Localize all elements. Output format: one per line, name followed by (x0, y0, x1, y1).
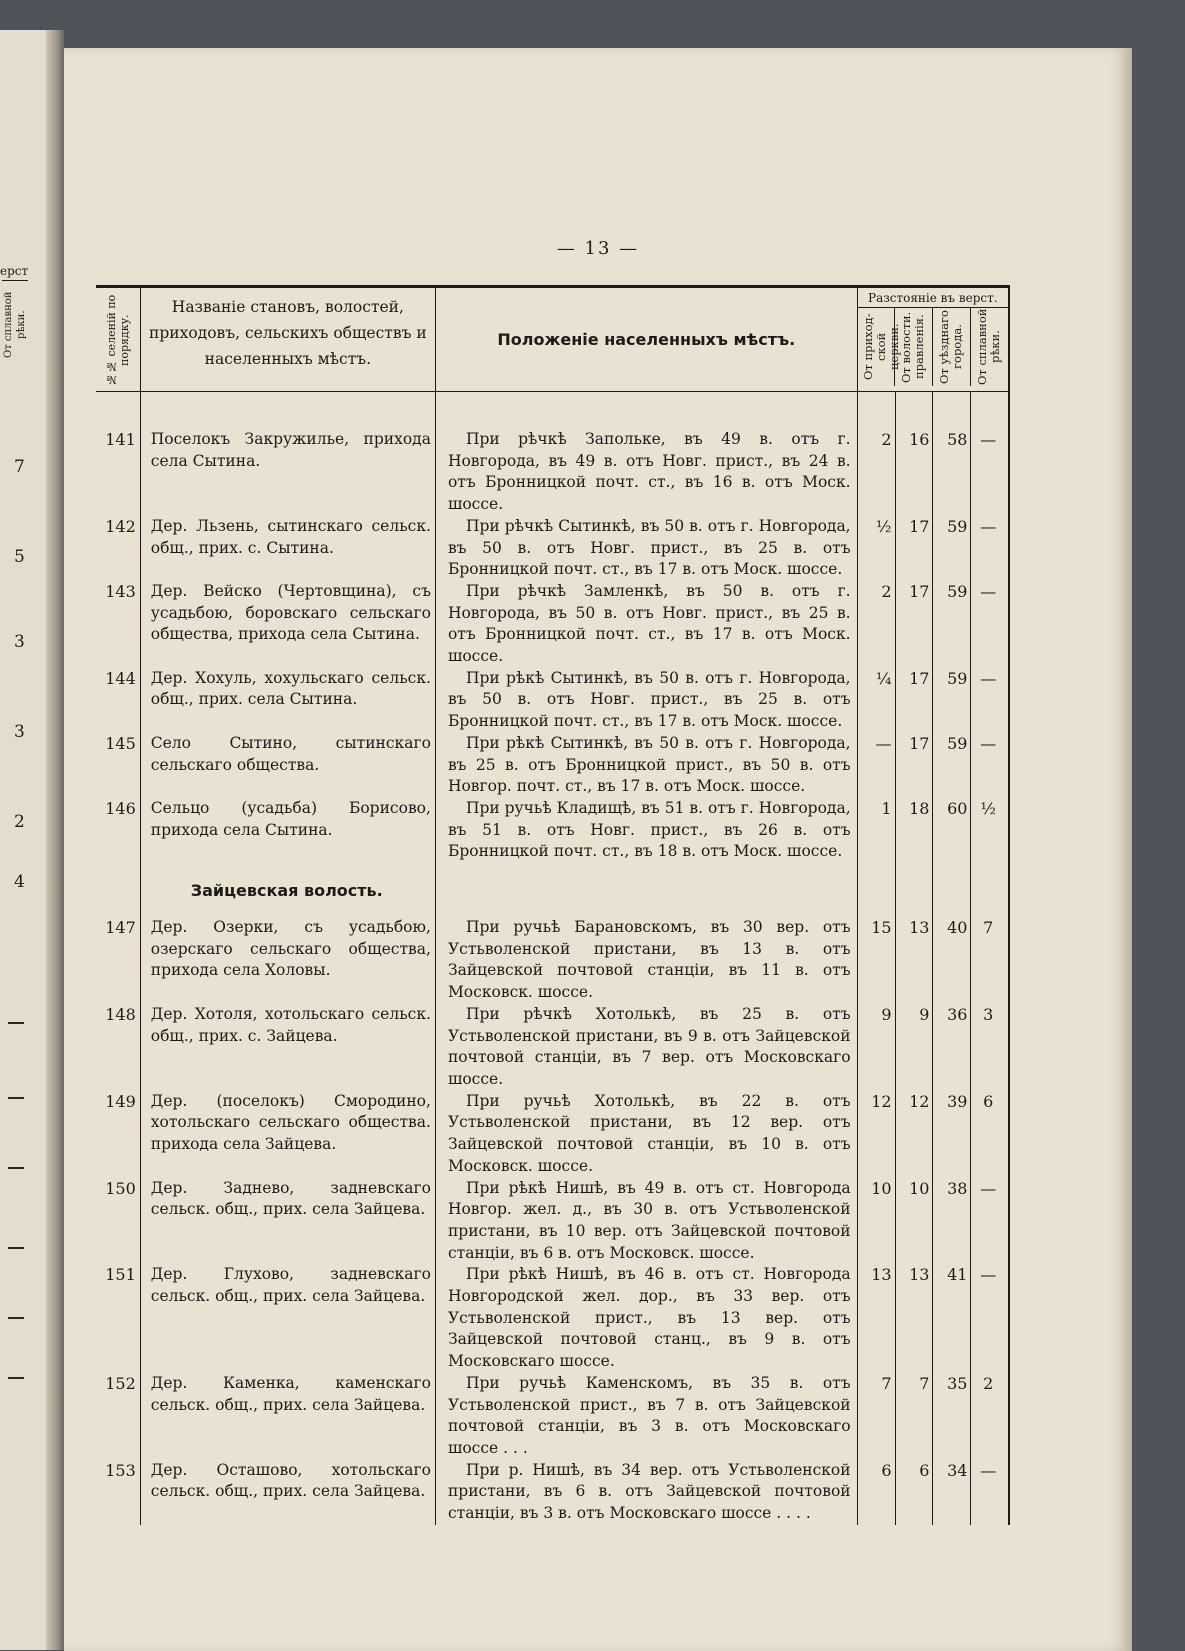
distance-church: ½ (857, 516, 895, 581)
previous-page-header: ерст (0, 264, 29, 278)
distance-church: 2 (857, 429, 895, 516)
settlement-number: 151 (96, 1264, 140, 1373)
table-row (96, 668, 1009, 733)
previous-page-dash (8, 1022, 24, 1024)
previous-page-number: 3 (14, 722, 25, 742)
table-row (96, 1460, 1009, 1525)
header-distance-town (933, 308, 971, 386)
settlement-number: 149 (96, 1091, 140, 1178)
settlement-position: При рѣчкѣ Сытинкѣ, въ 50 в. отъ г. Новгорода, въ 50 в. отъ Новг. прист., въ 25 в. отъ Бронницкой почт. ст., въ 17 в. отъ Моск. шоссе. (435, 516, 857, 581)
distance-church: 9 (857, 1004, 895, 1091)
distance-river: — (971, 581, 1009, 668)
distance-town: 60 (933, 798, 971, 863)
distance-volost: 13 (895, 1264, 933, 1373)
previous-page-number: 4 (14, 872, 25, 892)
settlement-number: 150 (96, 1178, 140, 1265)
previous-page-number: 2 (14, 812, 25, 832)
settlement-number: 145 (96, 733, 140, 798)
distance-church: 10 (857, 1178, 895, 1265)
settlement-name: Дер. (поселокъ) Смородино, хотольскаго сельскаго общества. прихода села Зайцева. (140, 1091, 435, 1178)
settlement-number: 146 (96, 798, 140, 863)
distance-volost: 17 (895, 733, 933, 798)
settlement-name: Дер. Хохуль, хохульскаго сельск. общ., прих. села Сытина. (140, 668, 435, 733)
distance-church: 15 (857, 917, 895, 1004)
distance-volost: 10 (895, 1178, 933, 1265)
page-number: — 13 — (556, 238, 640, 259)
distance-town: 40 (933, 917, 971, 1004)
header-col-number (96, 287, 140, 392)
settlement-position: При р. Нишѣ, въ 34 вер. отъ Устьволенской пристани, въ 6 в. отъ Зайцевской почтовой станціи, въ 3 в. отъ Московскаго шоссе . . . . (435, 1460, 857, 1525)
settlement-name: Сельцо (усадьба) Борисово, прихода села Сытина. (140, 798, 435, 863)
settlement-name: Дер. Вейско (Чертовщина), съ усадьбою, боровскаго сельскаго общества, прихода села Сытина. (140, 581, 435, 668)
settlement-position: При ручьѣ Каменскомъ, въ 35 в. отъ Устьволенской прист., въ 7 в. отъ Зайцевской почтовой станціи, въ 3 в. отъ Московскаго шоссе . . . (435, 1373, 857, 1460)
page (64, 48, 1132, 1651)
distance-volost: 12 (895, 1091, 933, 1178)
table-row (96, 429, 1009, 516)
settlement-name: Дер. Заднево, задневскаго сельск. общ., прих. села Зайцева. (140, 1178, 435, 1265)
distance-river: — (971, 429, 1009, 516)
distance-volost: 7 (895, 1373, 933, 1460)
settlement-position: При ручьѣ Барановскомъ, въ 30 вер. отъ Устьволенской пристани, въ 13 в. отъ Зайцевской почтовой станціи, въ 11 в. отъ Московск. шоссе. (435, 917, 857, 1004)
volost-title: Зайцевская волость. (140, 863, 435, 917)
distance-town: 38 (933, 1178, 971, 1265)
group-row (96, 863, 1009, 917)
settlement-number: 142 (96, 516, 140, 581)
distance-river: — (971, 668, 1009, 733)
census-table (96, 285, 1010, 1525)
table-row (96, 516, 1009, 581)
header-distance-title: Разстояніе въ верст. (858, 288, 1008, 308)
previous-page-dash (8, 1377, 24, 1379)
distance-volost: 17 (895, 668, 933, 733)
settlement-number: 143 (96, 581, 140, 668)
table-row (96, 1004, 1009, 1091)
settlement-number: 147 (96, 917, 140, 1004)
book-gutter (46, 30, 64, 1650)
header-distance-church-text: От приход-ской церкви. (861, 313, 902, 381)
distance-river: 7 (971, 917, 1009, 1004)
settlement-position: При рѣчкѣ Запольке, въ 49 в. отъ г. Новгорода, въ 49 в. отъ Новг. прист., въ 24 в. отъ Бронницкой почт. ст., въ 16 в. отъ Моск. шоссе. (435, 429, 857, 516)
distance-river: ½ (971, 798, 1009, 863)
header-col-name: Названіе становъ, волостей, приходовъ, сельскихъ обществъ и населенныхъ мѣстъ. (140, 287, 435, 392)
header-distance (857, 287, 1009, 392)
distance-town: 58 (933, 429, 971, 516)
distance-volost: 17 (895, 516, 933, 581)
header-distance-river (971, 308, 1008, 386)
header-distance-church (858, 308, 902, 386)
table-header (96, 287, 1009, 392)
distance-church: 7 (857, 1373, 895, 1460)
settlement-number: 152 (96, 1373, 140, 1460)
previous-page-dash (8, 1097, 24, 1099)
settlement-name: Дер. Глухово, задневскаго сельск. общ., прих. села Зайцева. (140, 1264, 435, 1373)
distance-town: 59 (933, 733, 971, 798)
distance-volost: 16 (895, 429, 933, 516)
table-row (96, 581, 1009, 668)
distance-town: 34 (933, 1460, 971, 1525)
distance-town: 39 (933, 1091, 971, 1178)
settlement-name: Дер. Льзень, сытинскаго сельск. общ., прих. с. Сытина. (140, 516, 435, 581)
table-row (96, 1178, 1009, 1265)
header-distance-columns (858, 308, 1008, 386)
settlement-position: При ручьѣ Хотолькѣ, въ 22 в. отъ Устьволенской пристани, въ 12 вер. отъ Зайцевской почтовой станціи, въ 10 в. отъ Московск. шоссе. (435, 1091, 857, 1178)
distance-town: 41 (933, 1264, 971, 1373)
previous-page-number: 7 (14, 457, 25, 477)
distance-town: 35 (933, 1373, 971, 1460)
distance-church: 2 (857, 581, 895, 668)
distance-river: — (971, 1460, 1009, 1525)
header-distance-town-text: От уѣзднаго города. (936, 310, 964, 384)
settlement-name: Дер. Хотоля, хотольскаго сельск. общ., прих. с. Зайцева. (140, 1004, 435, 1091)
distance-church: 1 (857, 798, 895, 863)
previous-page-edge (0, 30, 52, 1650)
distance-river: — (971, 516, 1009, 581)
settlement-name: Дер. Каменка, каменскаго сельск. общ., прих. села Зайцева. (140, 1373, 435, 1460)
distance-church: — (857, 733, 895, 798)
distance-volost: 13 (895, 917, 933, 1004)
header-distance-river-text: От сплавной рѣки. (974, 308, 1002, 386)
settlement-number: 153 (96, 1460, 140, 1525)
distance-river: — (971, 1264, 1009, 1373)
header-col-position: Положеніе населенныхъ мѣстъ. (435, 287, 857, 392)
previous-page-number: 5 (14, 547, 25, 567)
distance-church: 12 (857, 1091, 895, 1178)
settlement-name: Село Сытино, сытинскаго сельскаго общества. (140, 733, 435, 798)
distance-river: 2 (971, 1373, 1009, 1460)
distance-volost: 6 (895, 1460, 933, 1525)
table-row (96, 1373, 1009, 1460)
table-row (96, 917, 1009, 1004)
previous-page-dash (8, 1317, 24, 1319)
settlement-name: Дер. Осташово, хотольскаго сельск. общ., прих. села Зайцева. (140, 1460, 435, 1525)
settlement-name: Поселокъ Закружилье, прихода села Сытина. (140, 429, 435, 516)
settlement-position: При рѣкѣ Нишѣ, въ 49 в. отъ ст. Новгорода Новгор. жел. д., въ 30 в. отъ Устьволенской пристани, въ 10 вер. отъ Зайцевской почтовой станціи, въ 6 в. отъ Московск. шоссе. (435, 1178, 857, 1265)
settlement-position: При рѣкѣ Нишѣ, въ 46 в. отъ ст. Новгорода Новгородской жел. дор., въ 33 вер. отъ Устьволенской прист., въ 13 вер. отъ Зайцевской почтовой станц., въ 9 в. отъ Московскаго шоссе. (435, 1264, 857, 1373)
distance-church: 6 (857, 1460, 895, 1525)
table-row (96, 1091, 1009, 1178)
previous-page-number: 3 (14, 632, 25, 652)
distance-town: 59 (933, 668, 971, 733)
table-spacer (96, 392, 1009, 430)
distance-volost: 17 (895, 581, 933, 668)
distance-river: — (971, 1178, 1009, 1265)
distance-river: — (971, 733, 1009, 798)
previous-page-dash (8, 1247, 24, 1249)
previous-page-column-label-text: От сплавной рѣки. (3, 291, 27, 359)
header-distance-volost-text: От волости. правленія. (898, 311, 926, 383)
settlement-number: 141 (96, 429, 140, 516)
distance-church: 13 (857, 1264, 895, 1373)
distance-volost: 9 (895, 1004, 933, 1091)
previous-page-column-label (2, 280, 28, 365)
distance-river: 6 (971, 1091, 1009, 1178)
distance-town: 59 (933, 581, 971, 668)
settlement-position: При ручьѣ Кладищѣ, въ 51 в. отъ г. Новгорода, въ 51 в. отъ Новг. прист., въ 26 в. отъ Бронницкой почт. ст., въ 18 в. отъ Моск. шоссе. (435, 798, 857, 863)
table-row (96, 798, 1009, 863)
distance-town: 59 (933, 516, 971, 581)
distance-church: ¼ (857, 668, 895, 733)
previous-page-dash (8, 1167, 24, 1169)
settlement-name: Дер. Озерки, съ усадьбою, озерскаго сельскаго общества, прихода села Холовы. (140, 917, 435, 1004)
settlement-position: При рѣкѣ Сытинкѣ, въ 50 в. отъ г. Новгорода, въ 50 в. отъ Новг. прист., въ 25 в. отъ Бронницкой почт. ст., въ 17 в. отъ Моск. шоссе. (435, 668, 857, 733)
table-row (96, 1264, 1009, 1373)
header-distance-volost (895, 308, 933, 386)
settlement-number: 148 (96, 1004, 140, 1091)
settlement-position: При рѣчкѣ Хотолькѣ, въ 25 в. отъ Устьволенской пристани, въ 9 в. отъ Зайцевской почтовой станціи, въ 7 вер. отъ Московскаго шоссе. (435, 1004, 857, 1091)
settlement-number: 144 (96, 668, 140, 733)
table-row (96, 733, 1009, 798)
settlement-position: При рѣкѣ Сытинкѣ, въ 50 в. отъ г. Новгорода, въ 25 в. отъ Бронницкой прист., въ 50 в. отъ Новгор. почт. ст., въ 17 в. отъ Моск. шоссе. (435, 733, 857, 798)
distance-river: 3 (971, 1004, 1009, 1091)
page-edge (1122, 48, 1132, 1651)
distance-volost: 18 (895, 798, 933, 863)
header-col-number-text: №№ селеній по порядку. (104, 294, 131, 386)
distance-town: 36 (933, 1004, 971, 1091)
settlement-position: При рѣчкѣ Замленкѣ, въ 50 в. отъ г. Новгорода, въ 50 в. отъ Новг. прист., въ 25 в. отъ Бронницкой почт. ст., въ 17 в. отъ Моск. шоссе. (435, 581, 857, 668)
